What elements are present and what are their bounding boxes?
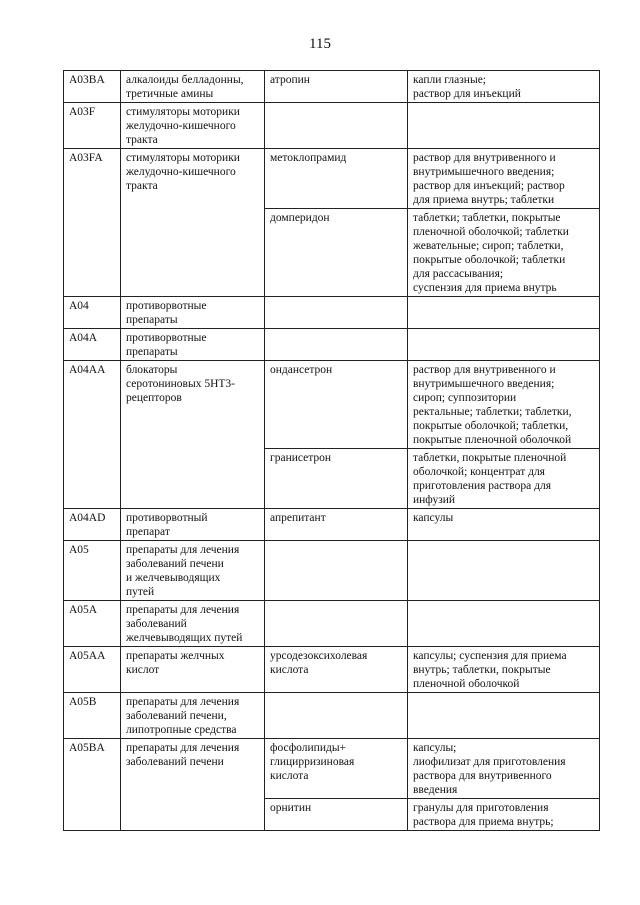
drug-name-cell xyxy=(265,103,408,149)
dosage-form-cell: капсулы; лиофилизат для приготовления раствора для внутривенного введения xyxy=(408,739,600,799)
dosage-form-cell: капли глазные; раствор для инъекций xyxy=(408,71,600,103)
pharmacological-group-cell: стимуляторы моторики желудочно-кишечного тракта xyxy=(121,149,265,297)
pharmacological-group-cell: препараты для лечения заболеваний желчевыводящих путей xyxy=(121,601,265,647)
drug-name-cell: домперидон xyxy=(265,209,408,297)
drug-name-cell: ондансетрон xyxy=(265,361,408,449)
atc-code-cell: A03F xyxy=(64,103,121,149)
pharmacological-group-cell: алкалоиды белладонны, третичные амины xyxy=(121,71,265,103)
table-row xyxy=(64,329,600,361)
drug-name-cell: орнитин xyxy=(265,799,408,831)
dosage-form-cell: таблетки, покрытые пленочной оболочкой; концентрат для приготовления раствора для инфузий xyxy=(408,449,600,509)
page-number: 115 xyxy=(309,36,331,52)
pharmacological-group-cell: препараты желчных кислот xyxy=(121,647,265,693)
dosage-form-cell: таблетки; таблетки, покрытые пленочной оболочкой; таблетки жевательные; сироп; таблетки, покрытые оболочкой; таблетки для рассасывания; суспензия для приема внутрь xyxy=(408,209,600,297)
table-row xyxy=(64,693,600,739)
pharmacological-group-cell: стимуляторы моторики желудочно-кишечного тракта xyxy=(121,103,265,149)
atc-code-cell: A04AA xyxy=(64,361,121,509)
dosage-form-cell xyxy=(408,103,600,149)
table-row xyxy=(64,103,600,149)
dosage-form-cell: раствор для внутривенного и внутримышечного введения; раствор для инъекций; раствор для приема внутрь; таблетки xyxy=(408,149,600,209)
atc-code-cell: A03BA xyxy=(64,71,121,103)
atc-code-cell: A05AA xyxy=(64,647,121,693)
atc-code-cell: A03FA xyxy=(64,149,121,297)
atc-code-cell: A04A xyxy=(64,329,121,361)
pharmacological-group-cell: препараты для лечения заболеваний печени, липотропные средства xyxy=(121,693,265,739)
table-row xyxy=(64,297,600,329)
atc-code-cell: A05BA xyxy=(64,739,121,831)
drug-name-cell: гранисетрон xyxy=(265,449,408,509)
drug-name-cell: фосфолипиды+ глицирризиновая кислота xyxy=(265,739,408,799)
atc-code-cell: A05 xyxy=(64,541,121,601)
dosage-form-cell xyxy=(408,693,600,739)
pharmacological-group-cell: препараты для лечения заболеваний печени и желчевыводящих путей xyxy=(121,541,265,601)
table-row xyxy=(64,361,600,449)
drug-name-cell xyxy=(265,297,408,329)
atc-code-cell: A05A xyxy=(64,601,121,647)
dosage-form-cell: гранулы для приготовления раствора для приема внутрь; xyxy=(408,799,600,831)
atc-code-cell: A04 xyxy=(64,297,121,329)
atc-code-cell: A04AD xyxy=(64,509,121,541)
pharmacological-group-cell: блокаторы серотониновых 5НТ3- рецепторов xyxy=(121,361,265,509)
drug-name-cell xyxy=(265,329,408,361)
table-row xyxy=(64,601,600,647)
drug-name-cell: урсодезоксихолевая кислота xyxy=(265,647,408,693)
dosage-form-cell: капсулы; суспензия для приема внутрь; таблетки, покрытые пленочной оболочкой xyxy=(408,647,600,693)
drug-name-cell: апрепитант xyxy=(265,509,408,541)
atc-code-cell: A05B xyxy=(64,693,121,739)
drug-name-cell xyxy=(265,601,408,647)
dosage-form-cell: капсулы xyxy=(408,509,600,541)
table-row xyxy=(64,541,600,601)
dosage-form-cell xyxy=(408,297,600,329)
table-row xyxy=(64,149,600,209)
drug-name-cell xyxy=(265,541,408,601)
dosage-form-cell xyxy=(408,541,600,601)
table-row xyxy=(64,509,600,541)
drug-name-cell xyxy=(265,693,408,739)
table-row xyxy=(64,71,600,103)
table-row xyxy=(64,647,600,693)
drug-name-cell: метоклопрамид xyxy=(265,149,408,209)
dosage-form-cell: раствор для внутривенного и внутримышечного введения; сироп; суппозитории ректальные; таблетки; таблетки, покрытые оболочкой; таблетки, покрытые пленочной оболочкой xyxy=(408,361,600,449)
drug-classification-table xyxy=(63,70,600,831)
dosage-form-cell xyxy=(408,601,600,647)
table-body xyxy=(64,71,600,831)
dosage-form-cell xyxy=(408,329,600,361)
pharmacological-group-cell: препараты для лечения заболеваний печени xyxy=(121,739,265,831)
pharmacological-group-cell: противорвотный препарат xyxy=(121,509,265,541)
table-row xyxy=(64,739,600,799)
pharmacological-group-cell: противорвотные препараты xyxy=(121,297,265,329)
drug-name-cell: атропин xyxy=(265,71,408,103)
pharmacological-group-cell: противорвотные препараты xyxy=(121,329,265,361)
